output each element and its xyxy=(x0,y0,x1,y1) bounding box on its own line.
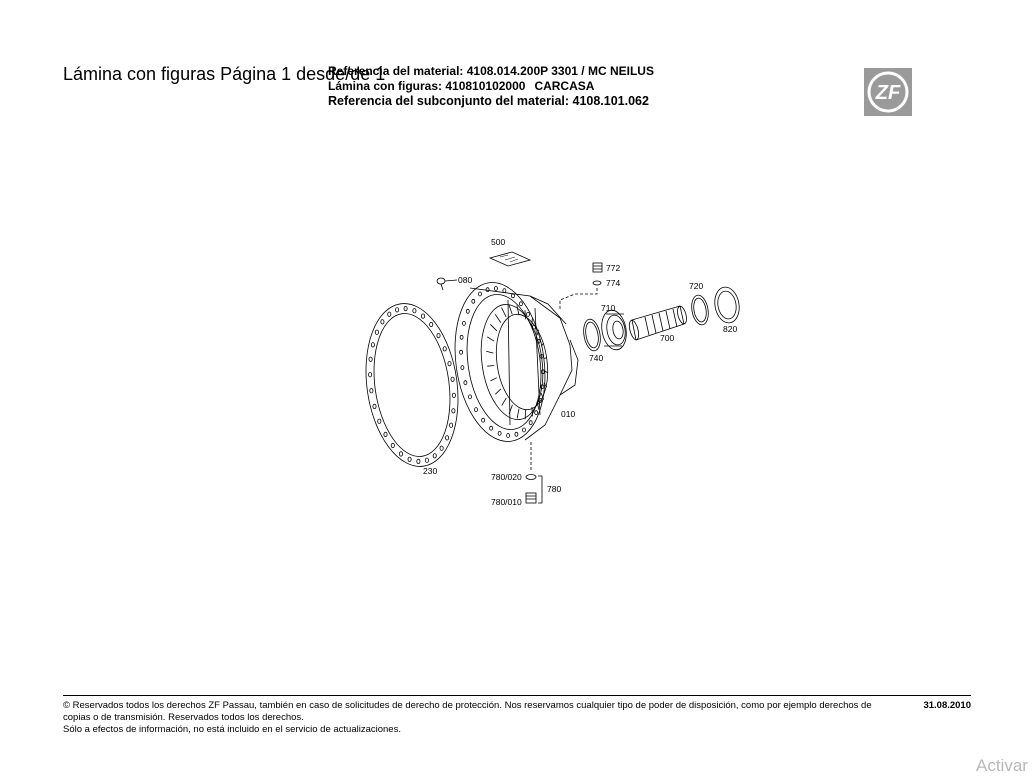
housing-tooth xyxy=(495,389,501,395)
shaft-700 xyxy=(628,305,689,340)
gasket-hole xyxy=(437,333,440,337)
part-label-772: 772 xyxy=(606,263,621,273)
gasket-hole xyxy=(446,436,449,440)
housing-bolt-hole xyxy=(529,421,532,425)
figure-sheet-name: CARCASA xyxy=(534,79,595,93)
gasket-hole xyxy=(369,357,372,361)
information-note: Sólo a efectos de información, no está incluido en el servicio de actualizaciones. xyxy=(63,724,401,735)
gasket-hole xyxy=(417,459,420,463)
gasket-hole xyxy=(433,454,436,458)
gasket-hole xyxy=(375,330,378,334)
activation-watermark: Activar xyxy=(976,756,1028,775)
gasket-hole xyxy=(384,432,387,436)
housing-tooth xyxy=(509,305,512,315)
housing-tooth xyxy=(517,305,519,315)
housing-bolt-hole xyxy=(494,287,497,291)
gasket-hole xyxy=(369,373,372,377)
gasket-hole xyxy=(388,312,391,316)
copyright-line-2: copias o de transmisión. Reservados todos los derechos. xyxy=(63,712,304,723)
housing-bolt-hole xyxy=(511,294,514,298)
housing-tooth xyxy=(487,337,494,341)
subassembly-reference: Referencia del subconjunto del material: 4108.101.062 xyxy=(328,94,649,108)
gasket-hole xyxy=(396,308,399,312)
gasket-hole xyxy=(413,309,416,313)
ring-720 xyxy=(690,294,711,326)
housing-bolt-hole xyxy=(515,432,518,436)
part-label-780: 780 xyxy=(547,484,562,494)
screw-080 xyxy=(437,278,457,290)
gasket-hole xyxy=(425,458,428,462)
part-label-700: 700 xyxy=(660,333,675,343)
svg-text:ZF: ZF xyxy=(875,82,901,104)
gasket-hole xyxy=(391,443,394,447)
housing-tooth xyxy=(517,409,519,419)
part-label-230: 230 xyxy=(423,466,438,476)
material-reference xyxy=(328,64,654,79)
housing-010 xyxy=(445,277,578,448)
gasket-hole xyxy=(421,314,424,318)
housing-bolt-hole xyxy=(482,418,485,422)
housing-bolt-hole xyxy=(535,411,538,415)
gasket-hole xyxy=(371,343,374,347)
gasket-hole xyxy=(450,423,453,427)
part-label-010: 010 xyxy=(561,409,576,419)
part-label-720: 720 xyxy=(689,281,704,291)
gasket-hole xyxy=(430,322,433,326)
gasket-hole xyxy=(373,404,376,408)
bearing-820 xyxy=(712,285,742,325)
plug-772 xyxy=(593,263,602,272)
housing-bolt-hole xyxy=(503,289,506,293)
housing-tooth xyxy=(525,310,526,319)
housing-bolt-hole xyxy=(461,366,464,370)
document-date: 31.08.2010 xyxy=(923,700,971,711)
part-label-500: 500 xyxy=(491,237,506,247)
housing-bolt-hole xyxy=(519,302,522,306)
housing-tooth xyxy=(532,318,533,326)
plate-500 xyxy=(490,252,530,266)
gasket-hole xyxy=(370,389,373,393)
gasket-hole xyxy=(399,452,402,456)
housing-bolt-hole xyxy=(460,350,463,354)
housing-bolt-hole xyxy=(527,312,530,316)
housing-tooth xyxy=(486,351,493,353)
housing-bolt-hole xyxy=(472,299,475,303)
housing-bolt-hole xyxy=(479,292,482,296)
figure-sheet-reference xyxy=(328,79,654,94)
housing-bolt-hole xyxy=(460,335,463,339)
ring-740 xyxy=(581,318,602,352)
housing-bolt-hole xyxy=(486,288,489,292)
gasket-hole xyxy=(448,361,451,365)
zf-logo xyxy=(864,68,912,116)
ring-774 xyxy=(593,281,601,285)
housing-tooth xyxy=(487,366,494,367)
gasket-hole xyxy=(381,320,384,324)
part-label-780-010: 780/010 xyxy=(491,497,522,507)
gasket-hole xyxy=(404,306,407,310)
housing-bolt-hole xyxy=(523,428,526,432)
housing-bolt-hole xyxy=(462,321,465,325)
housing-bolt-hole xyxy=(475,408,478,412)
gasket-230 xyxy=(356,298,468,473)
gasket-hole xyxy=(440,446,443,450)
housing-bolt-hole xyxy=(464,381,467,385)
exploded-view-diagram xyxy=(355,232,750,512)
bearing-710 xyxy=(599,308,630,352)
gasket-hole xyxy=(451,377,454,381)
housing-bolt-hole xyxy=(498,431,501,435)
gasket-hole xyxy=(443,347,446,351)
housing-tooth xyxy=(502,398,507,406)
housing-tooth xyxy=(490,378,496,381)
housing-tooth xyxy=(502,308,507,317)
material-reference-label: Referencia del material: 4108.014.200 xyxy=(328,64,541,78)
gasket-hole xyxy=(452,409,455,413)
material-product: P 3301 / MC NEILUS xyxy=(540,64,654,78)
part-label-710: 710 xyxy=(601,303,616,313)
part-label-774: 774 xyxy=(606,278,621,288)
housing-tooth xyxy=(495,314,501,322)
housing-bolt-hole xyxy=(490,426,493,430)
gasket-hole xyxy=(452,393,455,397)
part-label-740: 740 xyxy=(589,353,604,363)
page-title: Lámina con figuras Página 1 desde/de 1 xyxy=(63,64,386,84)
footer xyxy=(63,700,971,736)
housing-bolt-hole xyxy=(507,434,510,438)
reference-block xyxy=(328,64,654,109)
part-label-080: 080 xyxy=(458,275,473,285)
figure-sheet-label: Lámina con figuras: 410810102000 xyxy=(328,79,526,93)
gasket-hole xyxy=(408,457,411,461)
gasket-holes xyxy=(369,306,456,463)
part-label-820: 820 xyxy=(723,324,738,334)
part-label-780-020: 780/020 xyxy=(491,472,522,482)
housing-bolt-hole xyxy=(469,395,472,399)
housing-tooth xyxy=(490,324,497,331)
housing-bolt-hole xyxy=(466,309,469,313)
copyright-line-1: © Reservados todos los derechos ZF Passau, también en caso de solicitudes de derecho de protección. Nos reservamos cualquier tipo de poder de disposición, como por ejemplo derechos de xyxy=(63,700,872,711)
footer-divider xyxy=(63,695,971,696)
plug-780 xyxy=(526,442,542,503)
gasket-hole xyxy=(378,419,381,423)
